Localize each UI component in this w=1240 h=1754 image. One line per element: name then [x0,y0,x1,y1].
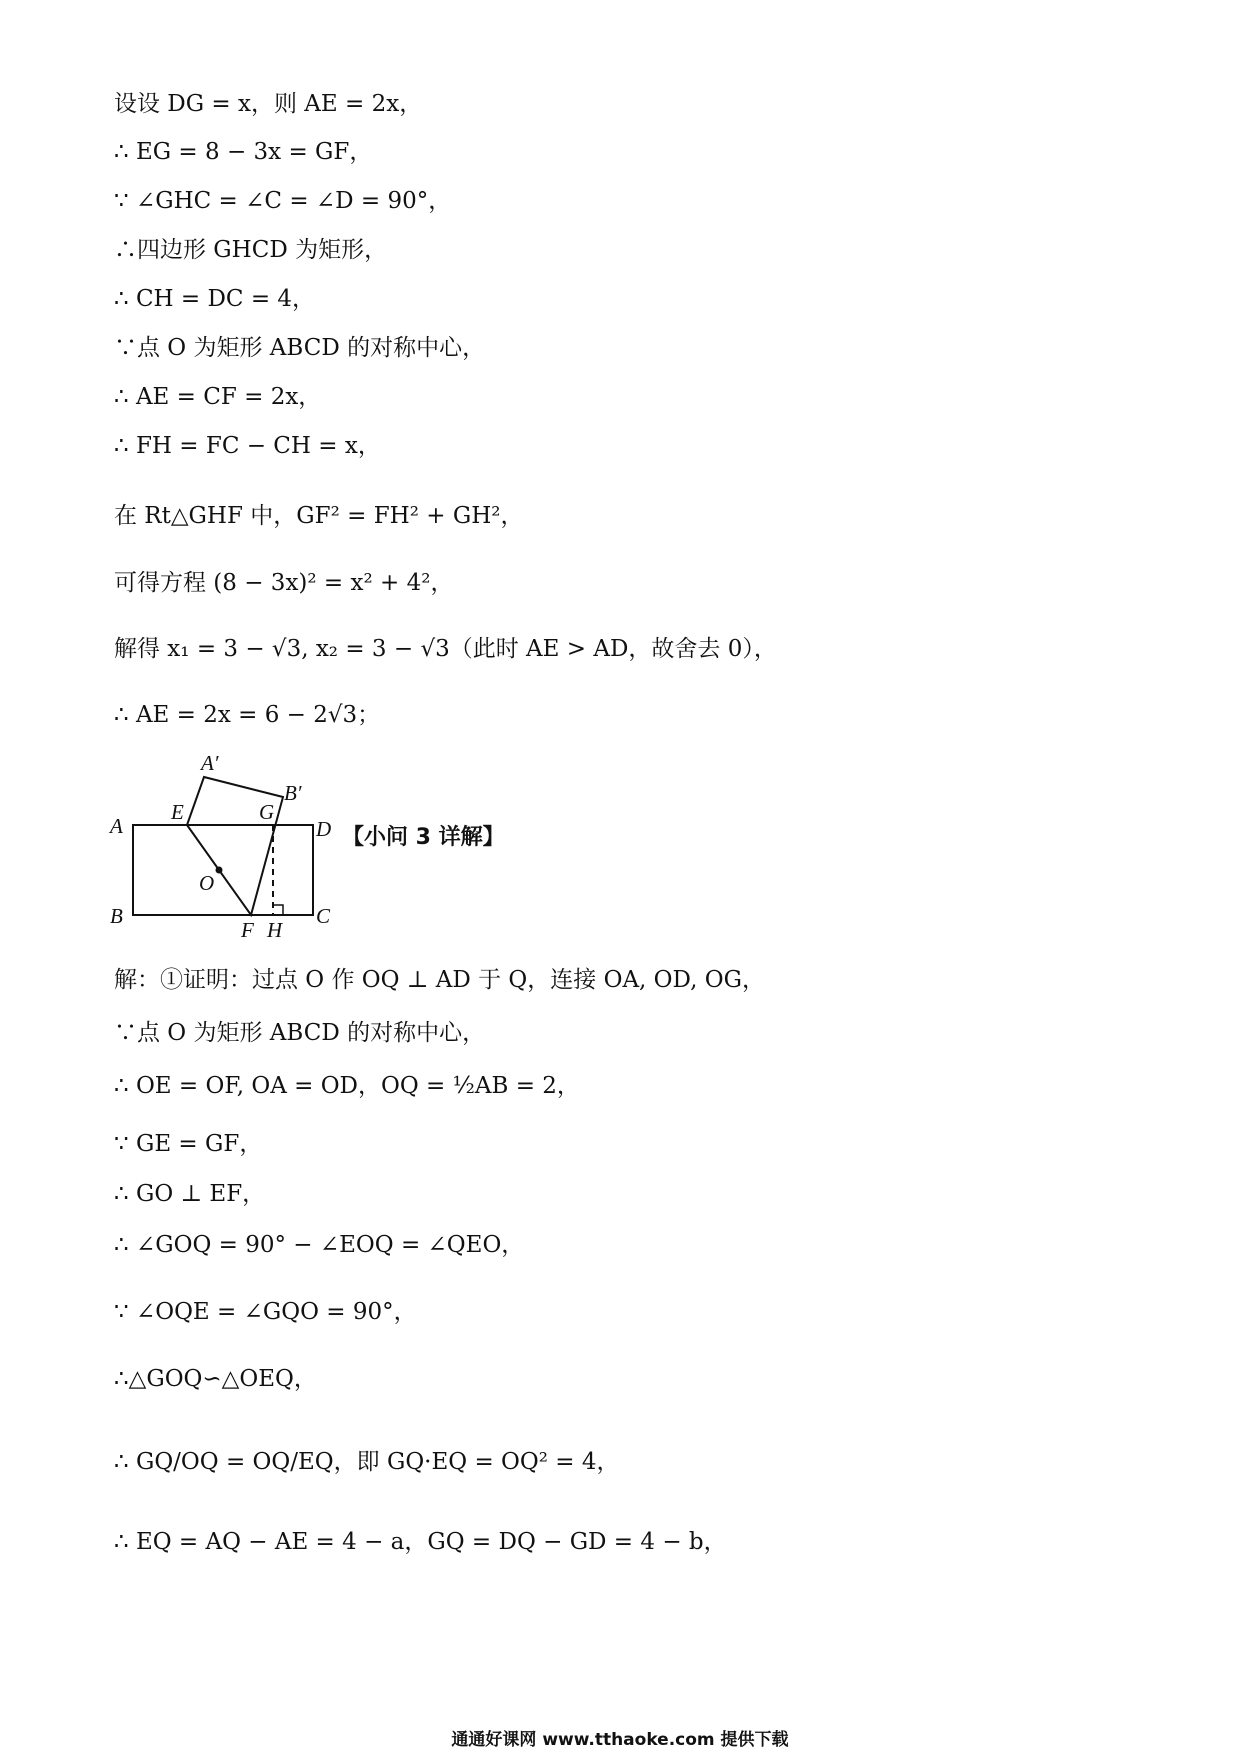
label-a: A [110,814,123,838]
right-angle-mark [273,905,283,915]
proof-line: ∴ ∠GOQ = 90° − ∠EOQ = ∠QEO， [114,1232,525,1258]
solution-line: ∵点 O 为矩形 ABCD 的对称中心， [114,335,486,361]
solution-line: 设设 DG = x，则 AE = 2x， [114,91,423,117]
proof-line: ∵ GE = GF， [114,1131,263,1157]
solution-line: ∴ CH = DC = 4， [114,286,316,312]
proof-line: ∵点 O 为矩形 ABCD 的对称中心， [114,1020,486,1046]
label-o: O [199,871,215,895]
label-b: B [110,904,123,928]
solution-line: ∴ AE = CF = 2x， [114,384,322,410]
proof-line: ∴△GOQ∽△OEQ， [114,1366,317,1392]
rectangle-abcd [133,825,313,915]
solution-line: ∴ FH = FC − CH = x， [114,433,381,459]
proof-line: ∴ GQ/OQ = OQ/EQ，即 GQ·EQ = OQ² = 4， [114,1449,620,1475]
label-g: G [259,800,275,824]
label-a-prime: A′ [201,751,219,775]
proof-line: ∴ OE = OF, OA = OD，OQ = ½AB = 2， [114,1073,580,1099]
solution-line: ∴ AE = 2x = 6 − 2√3； [114,702,381,728]
solution-line: ∵ ∠GHC = ∠C = ∠D = 90°， [114,188,452,214]
point-o [216,867,223,874]
solution-line: 可得方程 (8 − 3x)² = x² + 4²， [114,570,454,596]
solution-line: ∴四边形 GHCD 为矩形， [114,237,388,263]
proof-line: ∴ EQ = AQ − AE = 4 − a，GQ = DQ − GD = 4 − b， [114,1529,727,1555]
proof-line: 解：①证明：过点 O 作 OQ ⊥ AD 于 Q，连接 OA, OD, OG， [114,967,766,993]
label-b-prime: B′ [284,781,302,805]
solution-line: 解得 x₁ = 3 − √3, x₂ = 3 − √3（此时 AE > AD，故舍去 0）， [114,636,777,662]
proof-line: ∴ GO ⊥ EF， [114,1181,266,1207]
subquestion-title: 【小问 3 详解】 [342,825,505,850]
label-d: D [316,817,332,841]
label-c: C [316,904,331,928]
proof-line: ∵ ∠OQE = ∠GQO = 90°， [114,1299,417,1325]
label-f: F [241,918,254,940]
solution-line: ∴ EG = 8 − 3x = GF， [114,139,373,165]
geometry-figure [108,745,348,940]
footer-watermark: 通通好课网 www.tthaoke.com 提供下载 [451,1730,789,1750]
label-e: E [171,800,184,824]
solution-line: 在 Rt△GHF 中，GF² = FH² + GH²， [114,503,524,529]
label-h: H [267,918,283,940]
